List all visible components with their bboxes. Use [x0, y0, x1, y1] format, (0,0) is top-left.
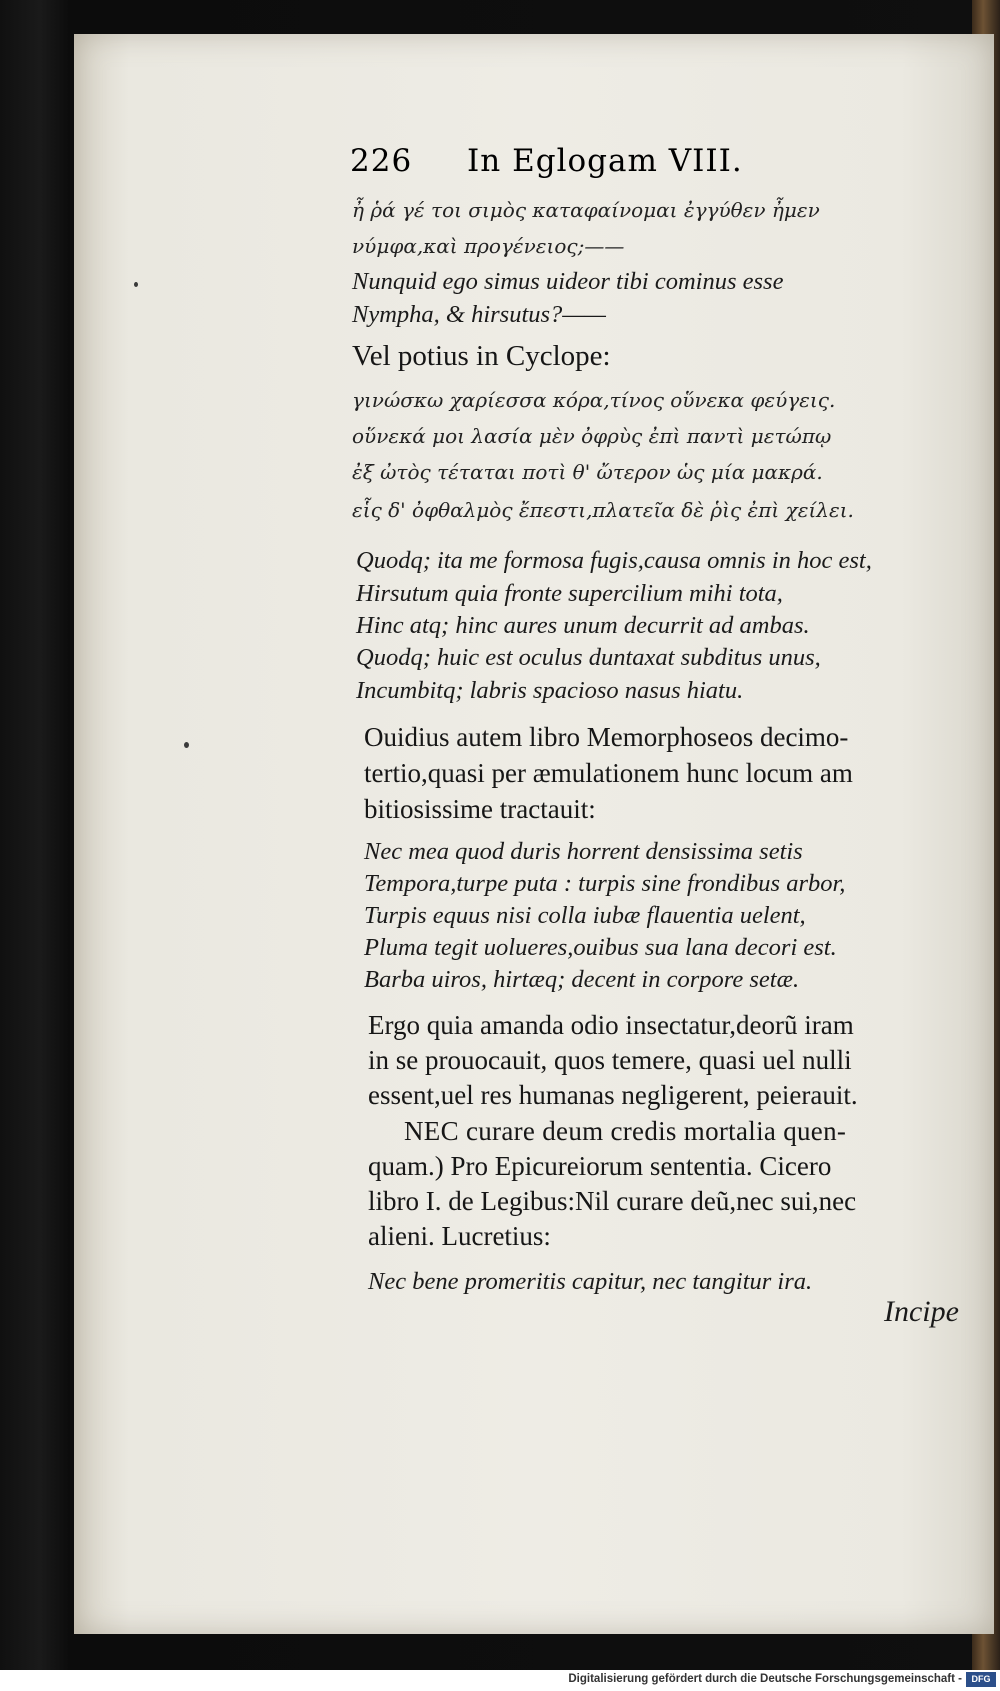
running-header [350, 143, 743, 179]
text-line: γινώσκω χαρίεσσα κόρα,τίνος οὕνεκα φεύγεις. [352, 388, 836, 412]
text-line: alieni. Lucretius: [368, 1221, 551, 1251]
text-line: Nunquid ego simus uideor tibi cominus esse [352, 268, 784, 295]
text-line: νύμφα,καὶ πρoγένειος;—— [352, 234, 625, 258]
text-line: Ouidius autem libro Memorphoseos decimo- [364, 722, 849, 752]
text-line: bitiosissime tractauit: [364, 794, 596, 824]
text-line: ἐξ ὠτὸς τέταται ποτὶ θ' ὤτερον ὡς μία μακρά. [352, 460, 823, 484]
text-line: Nec bene promeritis capitur, nec tangitur ira. [368, 1268, 813, 1295]
text-line: Vel potius in Cyclope: [352, 340, 611, 372]
ink-speck [134, 282, 138, 287]
text-line: quam.) Pro Epicureiorum sententia. Cicero [368, 1151, 832, 1181]
text-line: Incumbitq; labris spacioso nasus hiatu. [356, 677, 744, 704]
text-line: libro I. de Legibus:Nil curare deũ,nec sui,nec [368, 1186, 857, 1216]
dfg-logo-icon: DFG [966, 1672, 996, 1687]
text-line: Pluma tegit uolueres,ouibus sua lana decori est. [364, 934, 837, 961]
text-line: tertio,quasi per æmulationem hunc locum am [364, 758, 853, 788]
text-line: οὕνεκά μοι λασία μὲν ὀφρὺς ἐπὶ παντὶ μετώπῳ [352, 424, 832, 448]
text-line: essent,uel res humanas negligerent, peierauit. [368, 1080, 858, 1110]
text-line: Turpis equus nisi colla iubæ flauentia uelent, [364, 902, 806, 929]
running-title: In Eglogam VIII. [467, 143, 743, 179]
text-line: εἷς δ' ὀφθαλμὸς ἔπεστι,πλατεῖα δὲ ῥὶς ἐπὶ χείλει. [352, 498, 854, 522]
text-line: NEC curare deum credis mortalia quen- [404, 1116, 847, 1146]
text-line: Tempora,turpe puta : turpis sine frondibus arbor, [364, 870, 846, 897]
text-line: Barba uiros, hirtæq; decent in corpore setæ. [364, 966, 800, 993]
catchword: Incipe [884, 1295, 959, 1328]
ink-speck [184, 742, 189, 748]
text-line: Hinc atq; hinc aures unum decurrit ad ambas. [356, 612, 810, 639]
text-line: in se prouocauit, quos temere, quasi uel nulli [368, 1045, 852, 1075]
text-line: Quodq; huic est oculus duntaxat subditus unus, [356, 644, 821, 671]
text-line: Nec mea quod duris horrent densissima setis [364, 838, 803, 865]
page-number: 226 [350, 143, 413, 179]
text-line: ἦ ῥά γέ τοι σιμὸς καταφαίνομαι ἐγγύθεν ἦμεν [352, 198, 820, 222]
text-line: Hirsutum quia fronte supercilium mihi tota, [356, 580, 783, 607]
text-line: Ergo quia amanda odio insectatur,deorũ iram [368, 1010, 854, 1040]
funding-credit: Digitalisierung gefördert durch die Deutsche Forschungsgemeinschaft - [568, 1673, 962, 1685]
footer-bar [0, 1670, 1000, 1691]
text-line: Quodq; ita me formosa fugis,causa omnis in hoc est, [356, 547, 872, 574]
text-line: Nympha, & hirsutus?—— [352, 301, 606, 328]
